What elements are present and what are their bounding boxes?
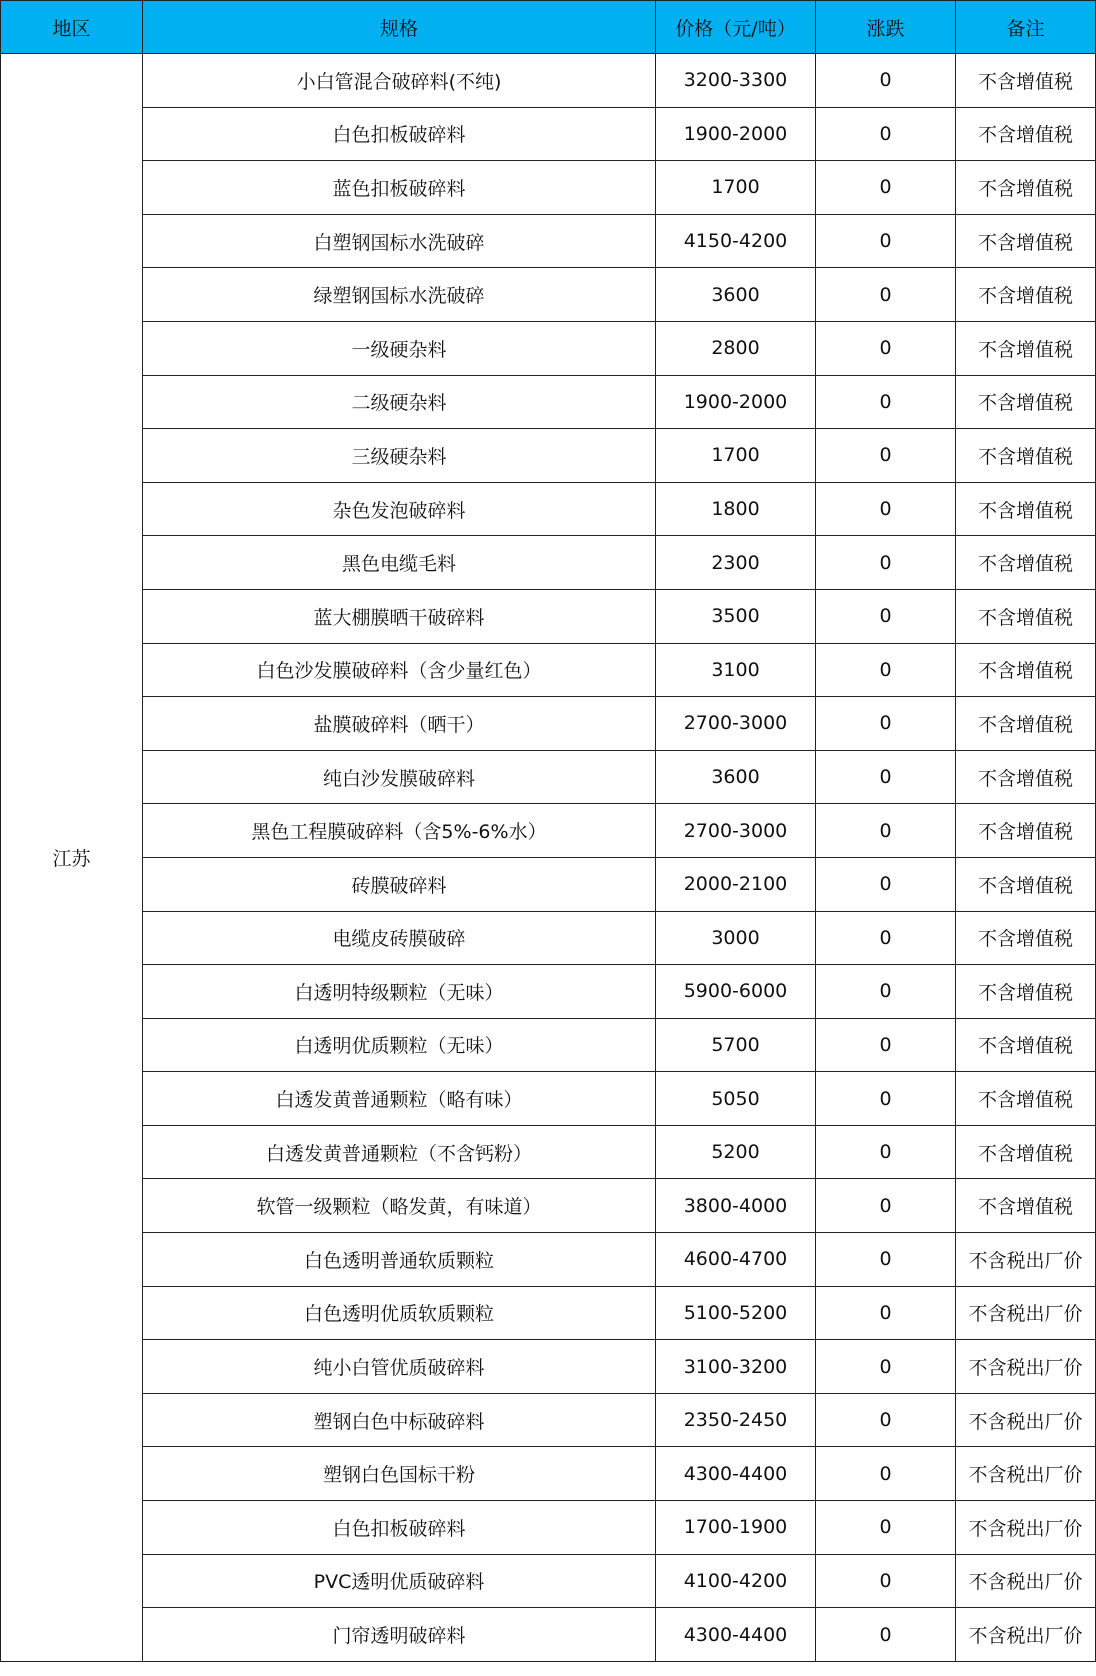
change-cell: 0 xyxy=(816,429,956,483)
change-cell: 0 xyxy=(816,107,956,161)
header-price: 价格（元/吨） xyxy=(656,1,816,54)
change-cell: 0 xyxy=(816,911,956,965)
change-cell: 0 xyxy=(816,1554,956,1608)
change-cell: 0 xyxy=(816,804,956,858)
spec-cell: PVC透明优质破碎料 xyxy=(143,1554,656,1608)
change-cell: 0 xyxy=(816,375,956,429)
change-cell: 0 xyxy=(816,482,956,536)
note-cell: 不含增值税 xyxy=(956,1072,1096,1126)
price-cell: 2800 xyxy=(656,321,816,375)
table-row xyxy=(1,589,1096,643)
change-cell: 0 xyxy=(816,161,956,215)
table-row xyxy=(1,1393,1096,1447)
change-cell: 0 xyxy=(816,268,956,322)
change-cell: 0 xyxy=(816,1501,956,1555)
price-cell: 3600 xyxy=(656,750,816,804)
note-cell: 不含增值税 xyxy=(956,214,1096,268)
note-cell: 不含增值税 xyxy=(956,54,1096,108)
note-cell: 不含增值税 xyxy=(956,268,1096,322)
price-cell: 5700 xyxy=(656,1018,816,1072)
table-body xyxy=(1,54,1096,1662)
table-header xyxy=(1,1,1096,54)
spec-cell: 黑色电缆毛料 xyxy=(143,536,656,590)
price-cell: 2700-3000 xyxy=(656,804,816,858)
change-cell: 0 xyxy=(816,536,956,590)
note-cell: 不含税出厂价 xyxy=(956,1608,1096,1662)
note-cell: 不含增值税 xyxy=(956,589,1096,643)
note-cell: 不含税出厂价 xyxy=(956,1393,1096,1447)
price-cell: 3600 xyxy=(656,268,816,322)
table-row xyxy=(1,1501,1096,1555)
change-cell: 0 xyxy=(816,643,956,697)
price-cell: 1800 xyxy=(656,482,816,536)
header-region: 地区 xyxy=(1,1,143,54)
note-cell: 不含增值税 xyxy=(956,429,1096,483)
note-cell: 不含增值税 xyxy=(956,643,1096,697)
table-row xyxy=(1,429,1096,483)
table-row xyxy=(1,1018,1096,1072)
table-row xyxy=(1,321,1096,375)
spec-cell: 白透发黄普通颗粒（不含钙粉） xyxy=(143,1125,656,1179)
change-cell: 0 xyxy=(816,857,956,911)
change-cell: 0 xyxy=(816,321,956,375)
table-row xyxy=(1,536,1096,590)
change-cell: 0 xyxy=(816,1018,956,1072)
price-cell: 3100 xyxy=(656,643,816,697)
note-cell: 不含增值税 xyxy=(956,482,1096,536)
price-cell: 3100-3200 xyxy=(656,1340,816,1394)
note-cell: 不含税出厂价 xyxy=(956,1447,1096,1501)
spec-cell: 纯白沙发膜破碎料 xyxy=(143,750,656,804)
note-cell: 不含税出厂价 xyxy=(956,1554,1096,1608)
header-row xyxy=(1,1,1096,54)
spec-cell: 白色沙发膜破碎料（含少量红色） xyxy=(143,643,656,697)
table-row xyxy=(1,1340,1096,1394)
change-cell: 0 xyxy=(816,1608,956,1662)
price-cell: 1900-2000 xyxy=(656,375,816,429)
note-cell: 不含增值税 xyxy=(956,321,1096,375)
spec-cell: 纯小白管优质破碎料 xyxy=(143,1340,656,1394)
change-cell: 0 xyxy=(816,1125,956,1179)
spec-cell: 电缆皮砖膜破碎 xyxy=(143,911,656,965)
note-cell: 不含税出厂价 xyxy=(956,1286,1096,1340)
table-row xyxy=(1,1286,1096,1340)
spec-cell: 白透发黄普通颗粒（略有味） xyxy=(143,1072,656,1126)
spec-cell: 塑钢白色国标干粉 xyxy=(143,1447,656,1501)
header-spec: 规格 xyxy=(143,1,656,54)
note-cell: 不含增值税 xyxy=(956,1018,1096,1072)
table-row xyxy=(1,965,1096,1019)
table-row xyxy=(1,911,1096,965)
spec-cell: 小白管混合破碎料(不纯) xyxy=(143,54,656,108)
spec-cell: 盐膜破碎料（晒干） xyxy=(143,697,656,751)
table-row xyxy=(1,857,1096,911)
table-row xyxy=(1,375,1096,429)
change-cell: 0 xyxy=(816,965,956,1019)
price-cell: 2350-2450 xyxy=(656,1393,816,1447)
change-cell: 0 xyxy=(816,1233,956,1287)
change-cell: 0 xyxy=(816,1340,956,1394)
note-cell: 不含税出厂价 xyxy=(956,1501,1096,1555)
table-row xyxy=(1,643,1096,697)
table-row xyxy=(1,268,1096,322)
spec-cell: 砖膜破碎料 xyxy=(143,857,656,911)
spec-cell: 一级硬杂料 xyxy=(143,321,656,375)
change-cell: 0 xyxy=(816,1286,956,1340)
spec-cell: 白色透明普通软质颗粒 xyxy=(143,1233,656,1287)
note-cell: 不含增值税 xyxy=(956,375,1096,429)
change-cell: 0 xyxy=(816,1072,956,1126)
spec-cell: 蓝色扣板破碎料 xyxy=(143,161,656,215)
table-row xyxy=(1,1608,1096,1662)
spec-cell: 白色扣板破碎料 xyxy=(143,107,656,161)
note-cell: 不含增值税 xyxy=(956,1179,1096,1233)
spec-cell: 白透明特级颗粒（无味） xyxy=(143,965,656,1019)
table-row xyxy=(1,54,1096,108)
spec-cell: 门帘透明破碎料 xyxy=(143,1608,656,1662)
price-cell: 3800-4000 xyxy=(656,1179,816,1233)
change-cell: 0 xyxy=(816,1447,956,1501)
price-cell: 4300-4400 xyxy=(656,1608,816,1662)
spec-cell: 塑钢白色中标破碎料 xyxy=(143,1393,656,1447)
note-cell: 不含税出厂价 xyxy=(956,1340,1096,1394)
note-cell: 不含增值税 xyxy=(956,750,1096,804)
spec-cell: 白色扣板破碎料 xyxy=(143,1501,656,1555)
table-row xyxy=(1,804,1096,858)
table-row xyxy=(1,1447,1096,1501)
change-cell: 0 xyxy=(816,1179,956,1233)
note-cell: 不含增值税 xyxy=(956,857,1096,911)
price-cell: 4600-4700 xyxy=(656,1233,816,1287)
spec-cell: 三级硬杂料 xyxy=(143,429,656,483)
spec-cell: 黑色工程膜破碎料（含5%-6%水） xyxy=(143,804,656,858)
change-cell: 0 xyxy=(816,214,956,268)
note-cell: 不含增值税 xyxy=(956,161,1096,215)
table-row xyxy=(1,750,1096,804)
spec-cell: 白塑钢国标水洗破碎 xyxy=(143,214,656,268)
spec-cell: 软管一级颗粒（略发黄，有味道） xyxy=(143,1179,656,1233)
price-cell: 5100-5200 xyxy=(656,1286,816,1340)
table-row xyxy=(1,107,1096,161)
table-row xyxy=(1,1072,1096,1126)
spec-cell: 杂色发泡破碎料 xyxy=(143,482,656,536)
price-cell: 5050 xyxy=(656,1072,816,1126)
spec-cell: 绿塑钢国标水洗破碎 xyxy=(143,268,656,322)
price-cell: 2000-2100 xyxy=(656,857,816,911)
note-cell: 不含增值税 xyxy=(956,965,1096,1019)
spec-cell: 白色透明优质软质颗粒 xyxy=(143,1286,656,1340)
note-cell: 不含增值税 xyxy=(956,536,1096,590)
region-cell: 江苏 xyxy=(1,54,143,1662)
table-row xyxy=(1,214,1096,268)
table-row xyxy=(1,1179,1096,1233)
price-cell: 1900-2000 xyxy=(656,107,816,161)
price-cell: 3500 xyxy=(656,589,816,643)
price-cell: 4150-4200 xyxy=(656,214,816,268)
price-cell: 2300 xyxy=(656,536,816,590)
table-row xyxy=(1,161,1096,215)
note-cell: 不含增值税 xyxy=(956,804,1096,858)
price-cell: 5900-6000 xyxy=(656,965,816,1019)
table-row xyxy=(1,1125,1096,1179)
table-row xyxy=(1,1233,1096,1287)
change-cell: 0 xyxy=(816,589,956,643)
spec-cell: 白透明优质颗粒（无味） xyxy=(143,1018,656,1072)
price-cell: 4100-4200 xyxy=(656,1554,816,1608)
table-row xyxy=(1,482,1096,536)
table-row xyxy=(1,697,1096,751)
spec-cell: 蓝大棚膜晒干破碎料 xyxy=(143,589,656,643)
change-cell: 0 xyxy=(816,750,956,804)
note-cell: 不含税出厂价 xyxy=(956,1233,1096,1287)
note-cell: 不含增值税 xyxy=(956,107,1096,161)
change-cell: 0 xyxy=(816,697,956,751)
change-cell: 0 xyxy=(816,54,956,108)
price-cell: 5200 xyxy=(656,1125,816,1179)
price-cell: 4300-4400 xyxy=(656,1447,816,1501)
price-cell: 3000 xyxy=(656,911,816,965)
price-cell: 1700 xyxy=(656,161,816,215)
note-cell: 不含增值税 xyxy=(956,1125,1096,1179)
price-cell: 1700 xyxy=(656,429,816,483)
change-cell: 0 xyxy=(816,1393,956,1447)
header-note: 备注 xyxy=(956,1,1096,54)
table-row xyxy=(1,1554,1096,1608)
price-cell: 3200-3300 xyxy=(656,54,816,108)
note-cell: 不含增值税 xyxy=(956,697,1096,751)
price-cell: 2700-3000 xyxy=(656,697,816,751)
header-change: 涨跌 xyxy=(816,1,956,54)
note-cell: 不含增值税 xyxy=(956,911,1096,965)
spec-cell: 二级硬杂料 xyxy=(143,375,656,429)
price-cell: 1700-1900 xyxy=(656,1501,816,1555)
